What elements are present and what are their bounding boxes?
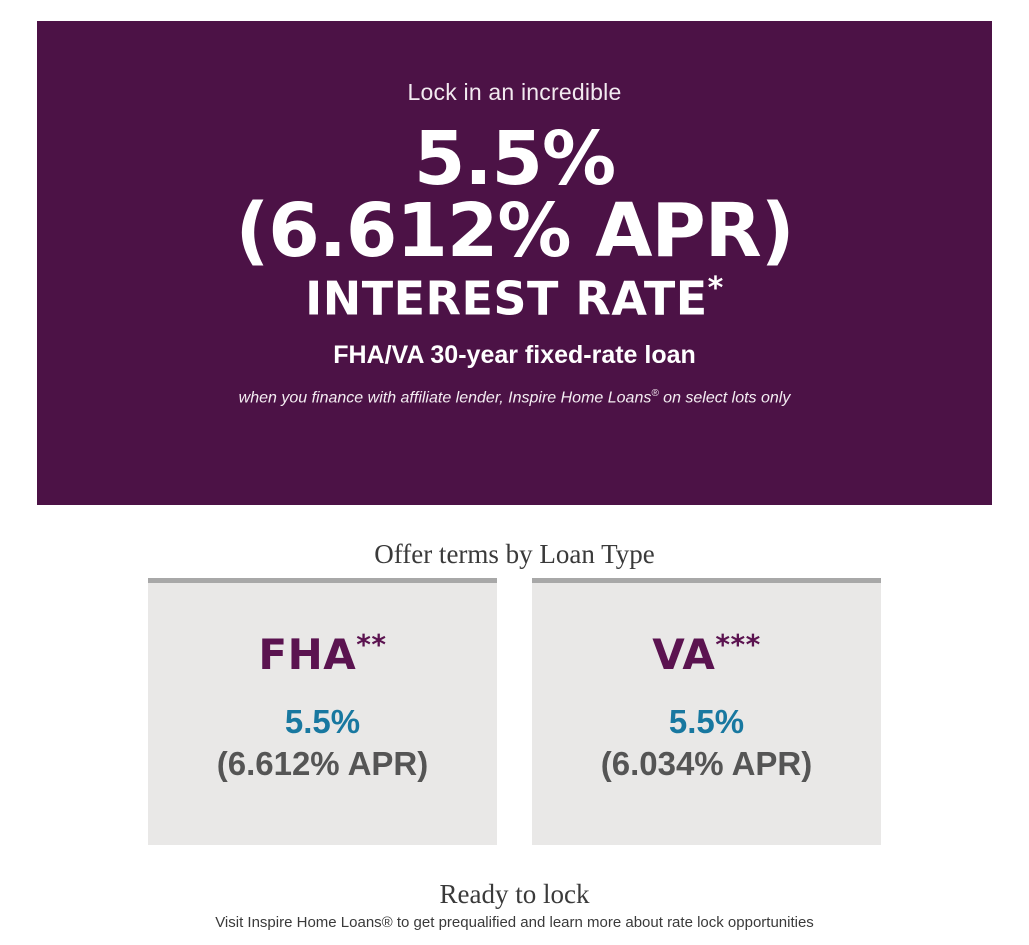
loan-card-fha <box>148 578 497 845</box>
loan-card-va-type <box>532 628 881 679</box>
footer-title: Ready to lock <box>439 879 590 909</box>
hero-disclaimer <box>37 388 992 407</box>
hero-banner <box>37 21 992 505</box>
loan-card-fha-type <box>148 628 497 679</box>
hero-interest-text: INTEREST RATE <box>305 271 708 326</box>
loan-card-va-rate: 5.5% <box>668 703 745 740</box>
loan-card-fha-apr: (6.612% APR) <box>216 745 429 783</box>
loan-card-fha-footnote-marker: ** <box>356 628 387 661</box>
hero-apr: (6.612% APR) <box>235 188 794 275</box>
offer-terms-title: Offer terms by Loan Type <box>374 539 655 569</box>
hero-rate: 5.5% <box>413 115 616 202</box>
loan-card-va-apr: (6.034% APR) <box>600 745 813 783</box>
registered-mark-icon: ® <box>651 387 659 399</box>
loan-card-va-type-text: VA <box>652 630 716 679</box>
loan-card-fha-rate: 5.5% <box>284 703 361 740</box>
hero-interest-rate-label <box>37 272 992 324</box>
footer-subtitle: Visit Inspire Home Loans® to get prequalified and learn more about rate lock opportunities <box>215 914 814 931</box>
loan-card-fha-type-text: FHA <box>258 630 357 679</box>
loan-type-cards <box>148 578 881 845</box>
loan-card-va <box>532 578 881 845</box>
hero-disclaimer-before: when you finance with affiliate lender, Inspire Home Loans <box>238 389 652 406</box>
hero-loan-type: FHA/VA 30-year fixed-rate loan <box>333 340 696 369</box>
loan-card-va-footnote-marker: *** <box>715 628 761 661</box>
hero-disclaimer-after: on select lots only <box>658 389 791 406</box>
hero-footnote-marker: * <box>707 270 724 306</box>
hero-eyebrow: Lock in an incredible <box>407 79 622 105</box>
